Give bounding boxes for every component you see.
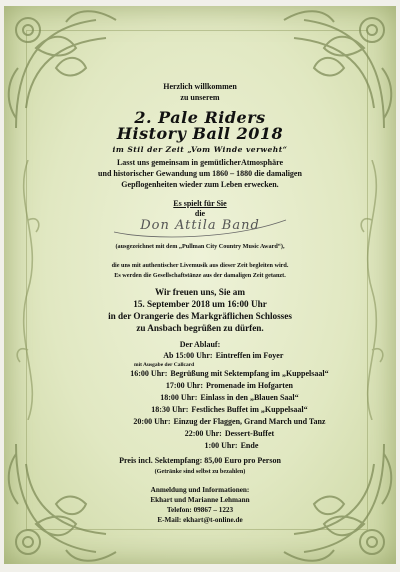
schedule-time: 20:00 Uhr: bbox=[133, 417, 171, 426]
schedule-row bbox=[72, 417, 372, 426]
schedule-time: Ab 15:00 Uhr: bbox=[163, 351, 213, 360]
invite-line-4: zu Ansbach begrüßen zu dürfen. bbox=[136, 323, 264, 333]
price-line: Preis incl. Sektempfang: 85,00 Euro pro Person bbox=[119, 456, 281, 465]
greeting-line-1: Herzlich willkommen bbox=[163, 82, 237, 91]
intro-line-3: Gepflogenheiten wieder zum Leben erwecken. bbox=[121, 180, 279, 189]
contact-names: Ekhart und Marianne Lehmann bbox=[150, 496, 250, 504]
greeting-line-2: zu unserem bbox=[180, 93, 220, 102]
schedule-time: 18:30 Uhr: bbox=[151, 405, 189, 414]
schedule-event: Promenade im Hofgarten bbox=[206, 381, 293, 390]
intro-line-2: und historischer Gewandung um 1860 – 1880 die damaligen bbox=[98, 169, 302, 178]
schedule-row bbox=[72, 369, 372, 378]
invite-line-2: 15. September 2018 um 16:00 Uhr bbox=[133, 299, 267, 309]
band-desc-2: Es werden die Gesellschaftstänze aus der damaligen Zeit getanzt. bbox=[114, 272, 286, 279]
event-title-1: 2. Pale Riders bbox=[134, 108, 266, 127]
band-logo-swash bbox=[110, 214, 290, 240]
schedule-row bbox=[72, 429, 372, 438]
schedule-note: mit Ausgabe der Callcard bbox=[134, 362, 195, 368]
contact-phone: Telefon: 09867 – 1223 bbox=[166, 506, 234, 514]
event-title-2: History Ball 2018 bbox=[116, 124, 284, 143]
schedule-event: Einzug der Flaggen, Grand March und Tanz bbox=[173, 417, 326, 426]
band-article: die bbox=[194, 209, 206, 218]
schedule-time: 22:00 Uhr: bbox=[184, 429, 222, 438]
schedule-title: Der Ablauf: bbox=[179, 340, 221, 349]
schedule-row bbox=[72, 351, 372, 360]
intro-line-1: Lasst uns gemeinsam in gemütlicherAtmosphäre bbox=[116, 158, 284, 167]
award-line: (ausgezeichnet mit dem „Pullman City Country Music Award“), bbox=[115, 243, 285, 250]
schedule-event: Festliches Buffet im „Kuppelsaal“ bbox=[191, 405, 308, 414]
schedule-time: 1:00 Uhr: bbox=[204, 441, 238, 450]
schedule-row bbox=[72, 393, 372, 402]
schedule-event: Dessert-Buffet bbox=[224, 429, 275, 438]
schedule-row bbox=[72, 441, 372, 450]
invite-line-3: in der Orangerie des Markgräflichen Schlosses bbox=[108, 311, 292, 321]
schedule-event: Einlass in den „Blauen Saal“ bbox=[200, 393, 299, 402]
event-subtitle: im Stil der Zeit „Vom Winde verweht“ bbox=[112, 145, 288, 154]
schedule-row bbox=[72, 405, 372, 414]
schedule-time: 16:00 Uhr: bbox=[130, 369, 168, 378]
band-desc-1: die uns mit authentischer Livemusik aus dieser Zeit begleiten wird. bbox=[111, 262, 289, 269]
contact-heading: Anmeldung und Informationen: bbox=[150, 486, 250, 494]
invitation-text bbox=[40, 0, 360, 572]
schedule-time: 18:00 Uhr: bbox=[160, 393, 198, 402]
schedule-event: Begrüßung mit Sektempfang im „Kuppelsaal“ bbox=[170, 369, 329, 378]
contact-email: E-Mail: ekhart@t-online.de bbox=[157, 516, 243, 524]
invite-line-1: Wir freuen uns, Sie am bbox=[154, 287, 246, 297]
schedule-event: Ende bbox=[240, 441, 259, 450]
schedule-row bbox=[72, 381, 372, 390]
band-name-logo: Don Attila Band bbox=[140, 218, 260, 233]
schedule-time: 17:00 Uhr: bbox=[165, 381, 204, 390]
schedule-event: Eintreffen im Foyer bbox=[215, 351, 284, 360]
price-note: (Getränke sind selbst zu bezahlen) bbox=[154, 468, 246, 475]
band-intro: Es spielt für Sie bbox=[173, 199, 227, 208]
